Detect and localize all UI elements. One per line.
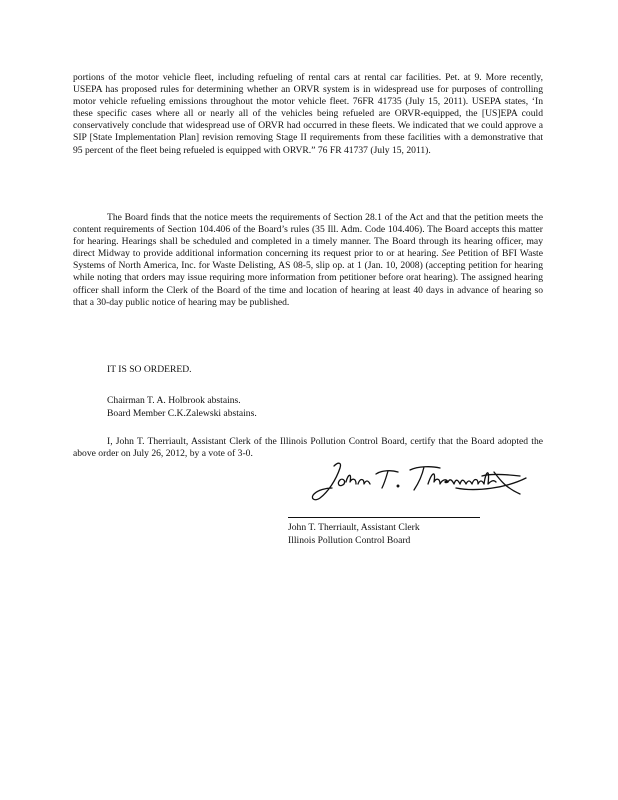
handwritten-signature — [306, 458, 546, 508]
findings-text-part1: The Board finds that the notice meets the requirements of Section 28.1 of the Act and that the petition meets the content requirements of Section 104.406 of the Board’s rules (35 Ill. Adm. Code 104.406). The Board accepts this matter for hearing. Hearings shall be scheduled and completed in a timely manner. The Board through its hearing officer, may direct Midway to provide additional information concerning its request prior to or at hearing. — [73, 212, 543, 260]
order-statement: IT IS SO ORDERED. — [107, 364, 192, 375]
findings-text-part2: Petition of BFI Waste Systems of North America, Inc. for Waste Delisting, AS 08-5, slip op. at 1 (Jan. 10, 2008) (accepting petition for hearing while noting that orders may issue requiring more information from petitioner before orat hearing). The assigned hearing officer shall inform the Clerk of the Board of the time and location of hearing at least 40 days in advance of hearing so that a 30-day public notice of hearing may be published. — [73, 248, 543, 308]
clerk-certification: I, John T. Therriault, Assistant Clerk of the Illinois Pollution Control Board, certify that the Board adopted the above order on July 26, 2012, by a vote of 3-0. — [73, 436, 543, 460]
paragraph-board-findings — [73, 212, 543, 309]
signature-line — [288, 517, 480, 518]
abstention-holbrook: Chairman T. A. Holbrook abstains. — [107, 395, 241, 406]
see-signal: See — [441, 248, 455, 260]
paragraph-orvr-background: portions of the motor vehicle fleet, including refueling of rental cars at rental car facilities. Pet. at 9. More recently, USEPA has proposed rules for determining whether an ORVR system is in widespread use for purposes of controlling motor vehicle refueling emissions throughout the motor vehicle fleet. 76FR 41735 (July 15, 2011). USEPA states, ‘In these specific cases where all or nearly all of the vehicles being refueled are ORVR-equipped, the [US]EPA could conservatively conclude that widespread use of ORVR had occurred in these fleets. We indicated that we could approve a SIP [State Implementation Plan] revision removing Stage II requirements from these facilities with a demonstrative that 95 percent of the fleet being refueled is equipped with ORVR.” 76 FR 41737 (July 15, 2011). — [73, 72, 543, 156]
signature-block — [288, 521, 420, 547]
abstention-zalewski: Board Member C.K.Zalewski abstains. — [107, 408, 257, 419]
signer-organization: Illinois Pollution Control Board — [288, 535, 411, 546]
signer-name-title: John T. Therriault, Assistant Clerk — [288, 522, 420, 533]
abstentions — [107, 394, 257, 420]
